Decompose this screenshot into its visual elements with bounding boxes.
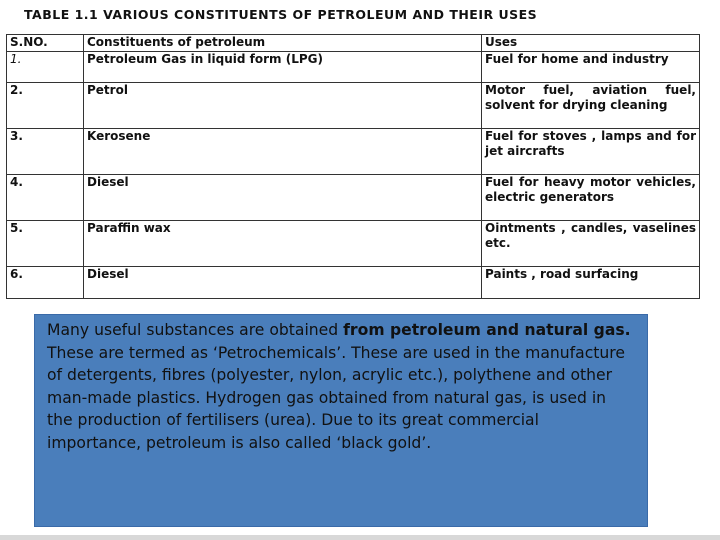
cell-constituent: Petroleum Gas in liquid form (LPG)	[84, 52, 482, 83]
cell-sno: 3.	[7, 129, 84, 175]
table-row	[7, 129, 700, 175]
cell-uses: Fuel for home and industry	[482, 52, 700, 83]
petrochemicals-info-box	[34, 314, 648, 527]
table-title: TABLE 1.1 VARIOUS CONSTITUENTS OF PETROLEUM AND THEIR USES	[24, 7, 538, 22]
cell-uses: Fuel for heavy motor vehicles, electric generators	[482, 175, 700, 221]
table-row	[7, 221, 700, 267]
cell-uses: Fuel for stoves , lamps and for jet aircrafts	[482, 129, 700, 175]
cell-uses: Motor fuel, aviation fuel, solvent for drying cleaning	[482, 83, 700, 129]
cell-sno: 4.	[7, 175, 84, 221]
cell-sno: 1.	[7, 52, 84, 83]
cell-uses: Paints , road surfacing	[482, 267, 700, 299]
petrochemicals-paragraph	[47, 319, 635, 455]
header-uses: Uses	[482, 35, 700, 52]
paragraph-rest: These are termed as ‘Petrochemicals’. These are used in the manufacture of detergents, fibres (polyester, nylon, acrylic etc.), polythene and other man-made plastics. Hydrogen gas obtained from natural gas, is used in the production of fertilisers (urea). Due to its great commercial importance, petroleum is also called ‘black gold’.	[47, 343, 625, 452]
cell-sno: 5.	[7, 221, 84, 267]
cell-uses: Ointments , candles, vaselines etc.	[482, 221, 700, 267]
table-header-row	[7, 35, 700, 52]
bottom-divider	[0, 535, 720, 540]
cell-constituent: Diesel	[84, 267, 482, 299]
cell-constituent: Diesel	[84, 175, 482, 221]
cell-constituent: Kerosene	[84, 129, 482, 175]
cell-sno: 2.	[7, 83, 84, 129]
cell-constituent: Paraffin wax	[84, 221, 482, 267]
cell-sno: 6.	[7, 267, 84, 299]
header-sno: S.NO.	[7, 35, 84, 52]
constituents-table	[6, 34, 700, 299]
table-row	[7, 83, 700, 129]
paragraph-bold-phrase: from petroleum and natural gas.	[343, 321, 631, 339]
table-row	[7, 175, 700, 221]
paragraph-intro: Many useful substances are obtained	[47, 321, 344, 339]
cell-constituent: Petrol	[84, 83, 482, 129]
header-constituent: Constituents of petroleum	[84, 35, 482, 52]
table-row	[7, 52, 700, 83]
table-row	[7, 267, 700, 299]
